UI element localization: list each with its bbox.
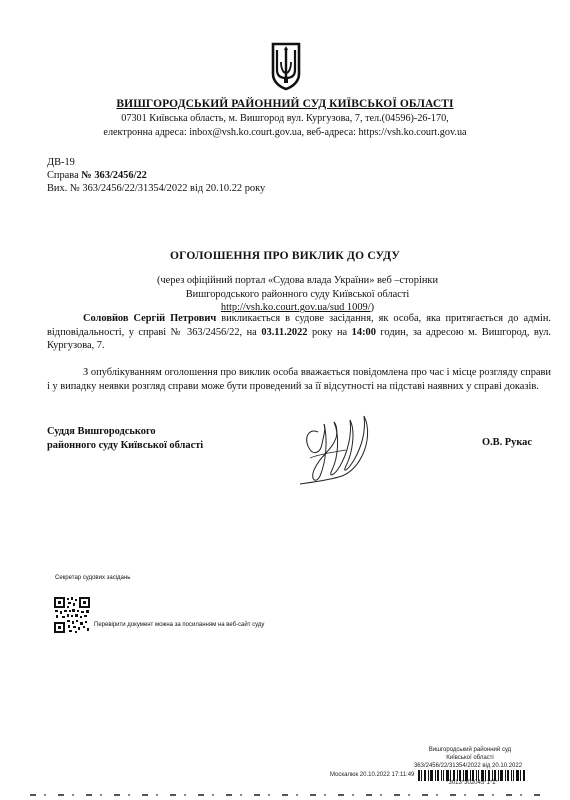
summons-text-b: року на <box>307 326 352 338</box>
summons-text-a: викликається в судове засідання, як особа, яка притягається до адмін. відповідальності, у справі № 363/2456/22, на <box>47 313 551 338</box>
notice-subtitle <box>125 274 470 315</box>
coat-of-arms-icon <box>271 42 301 90</box>
subtitle-text: (через офіційний портал «Судова влада України» веб –сторінки Вишгородського районного суду Київської області <box>156 275 439 300</box>
judge-name: О.В. Рукас <box>482 437 532 448</box>
judge-title-line2: районного суду Київської області <box>47 440 204 451</box>
stamp-region: Київської області <box>446 755 494 761</box>
judge-title-line1: Суддя Вишгородського <box>47 426 156 437</box>
court-name: ВИШГОРОДСЬКИЙ РАЙОННИЙ СУД КИЇВСЬКОЇ ОБЛАСТІ <box>116 98 454 110</box>
secretary-label: Секретар судових засідань <box>55 575 131 581</box>
case-line <box>47 169 147 183</box>
hearing-date: 03.11.2022 <box>261 326 308 338</box>
court-address: 07301 Київська область, м. Вишгород вул. Кургузова, 7, тел.(04596)-26-170, <box>121 113 449 124</box>
subtitle-closing: ) <box>370 302 375 314</box>
form-code: ДВ-19 <box>47 157 75 168</box>
summons-text-c: годин, за адресою м. Вишгород, вул. Кургузова, 7. <box>47 326 552 352</box>
scan-artifact-line <box>30 794 540 796</box>
hearing-time: 14:00 <box>351 326 376 338</box>
court-contacts: електронна адреса: inbox@vsh.ko.court.gov.ua, веб-адреса: https://vsh.ko.court.gov.ua <box>103 127 467 138</box>
outgoing-number: Вих. № 363/2456/22/31354/2022 від 20.10.22 року <box>47 183 266 194</box>
court-website-link[interactable]: http://vsh.ko.court.gov.ua/sud 1009/ <box>220 302 371 314</box>
barcode-text: *3013*302045*1*1* <box>446 780 498 786</box>
qr-code[interactable] <box>53 596 91 634</box>
handwritten-signature <box>290 410 400 490</box>
notification-paragraph: З опублікуванням оголошення про виклик особа вважається повідомлена про час і місце розгляду справи і у випадку неявки розгляд справи може бути проведений за її відсутності на підставі наявних у справі доказів. <box>47 367 551 392</box>
stamp-registrar: Москалюк 20.10.2022 17:11:49 <box>330 772 415 778</box>
stamp-reg-number: 363/2456/22/31354/2022 від 20.10.2022 <box>413 763 523 769</box>
summons-paragraph <box>47 312 551 353</box>
stamp-court: Вишгородський районний суд <box>428 747 512 753</box>
notice-title: ОГОЛОШЕННЯ ПРО ВИКЛИК ДО СУДУ <box>169 250 401 262</box>
case-label: Справа <box>47 170 82 181</box>
qr-caption: Перевірити документ можна за посиланням на веб-сайт суду <box>94 622 265 628</box>
person-name: Соловйов Сергій Петрович <box>83 313 217 324</box>
case-number: № 363/2456/22 <box>81 170 147 181</box>
barcode <box>418 768 526 779</box>
